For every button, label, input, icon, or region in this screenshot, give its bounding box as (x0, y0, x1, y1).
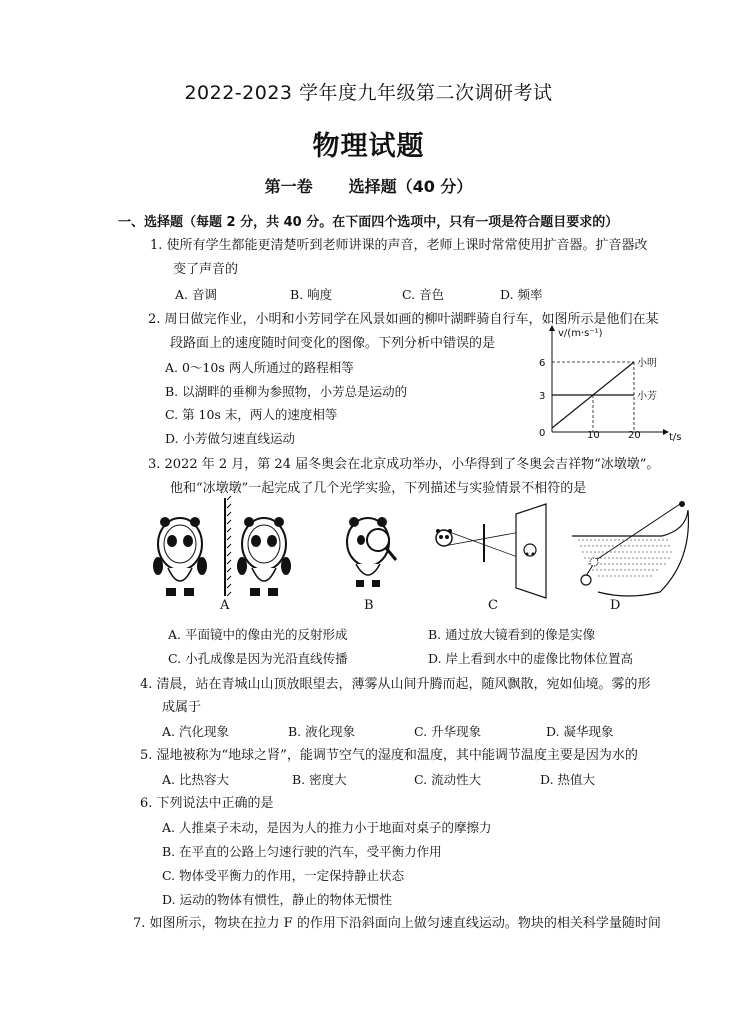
q3-option-c: C. 小孔成像是因为光沿直线传播 (168, 651, 348, 666)
y-tick-6: 6 (539, 358, 546, 369)
x-axis-label: t/s (669, 432, 682, 443)
q4-line1: 4. 清晨，站在青城山山顶放眼望去，薄雾从山间升腾而起，随风飘散，宛如仙境。雾的形 (140, 677, 651, 692)
q4-option-d: D. 凝华现象 (546, 724, 614, 739)
figure-label-b: B (364, 598, 374, 613)
figure-d-refraction (572, 501, 688, 596)
series-label-xiaoming: 小明 (637, 358, 657, 369)
figure-a-mirror (153, 496, 291, 596)
q4-option-c: C. 升华现象 (414, 724, 482, 739)
x-tick-10: 10 (587, 430, 600, 441)
figure-b-magnifier (347, 517, 396, 587)
section-heading: 一、选择题（每题 2 分，共 40 分。在下面四个选项中，只有一项是符合题目要求的） (118, 215, 619, 230)
y-tick-3: 3 (539, 391, 546, 402)
figure-c-pinhole (436, 504, 546, 598)
q6-line1: 6. 下列说法中正确的是 (140, 796, 274, 811)
q2-line2: 段路面上的速度随时间变化的图像。下列分析中错误的是 (170, 336, 496, 351)
part-title (0, 174, 737, 197)
x-tick-20: 20 (628, 430, 641, 441)
panda-icon-object (153, 517, 207, 596)
q3-option-a: A. 平面镜中的像由光的反射形成 (168, 627, 348, 642)
q6-option-a: A. 人推桌子未动，是因为人的推力小于地面对桌子的摩擦力 (162, 820, 492, 835)
q4-option-a: A. 汽化现象 (162, 724, 229, 739)
q3-line2: 他和“冰墩墩”一起完成了几个光学实验，下列描述与实验情景不相符的是 (170, 481, 587, 496)
q1-option-b: B. 响度 (290, 287, 333, 302)
q1-option-a: A. 音调 (175, 287, 217, 302)
velocity-time-graph (526, 322, 696, 444)
q5-option-c: C. 流动性大 (414, 772, 482, 787)
q3-option-b: B. 通过放大镜看到的像是实像 (428, 627, 596, 642)
q1-option-d: D. 频率 (500, 287, 543, 302)
magnifier-lens-icon (367, 529, 389, 551)
q2-option-c: C. 第 10s 末，两人的速度相等 (165, 407, 338, 422)
q6-option-c: C. 物体受平衡力的作用，一定保持静止状态 (162, 868, 405, 883)
q3-option-d: D. 岸上看到水中的虚像比物体位置高 (428, 651, 634, 666)
q2-line1: 2. 周日做完作业，小明和小芳同学在风景如画的柳叶湖畔骑自行车，如图所示是他们在某 (148, 312, 659, 327)
q3-line1: 3. 2022 年 2 月，第 24 届冬奥会在北京成功举办，小华得到了冬奥会吉祥物“冰墩墩”。 (148, 457, 660, 472)
q4-option-b: B. 液化现象 (288, 724, 356, 739)
q1-option-c: C. 音色 (402, 287, 445, 302)
q2-option-d: D. 小芳做匀速直线运动 (165, 431, 296, 446)
q7-line1: 7. 如图所示，物块在拉力 F 的作用下沿斜面向上做匀速直线运动。物块的相关科学量随时间 (133, 916, 661, 931)
origin-label: 0 (539, 428, 546, 439)
figure-label-d: D (610, 598, 621, 613)
figure-label-c: C (488, 598, 498, 613)
eye-icon (679, 501, 685, 507)
series-label-xiaofang: 小芳 (637, 391, 657, 402)
q5-option-a: A. 比热容大 (162, 772, 229, 787)
inverted-panda-icon (524, 544, 536, 556)
q1-line1: 1. 使所有学生都能更清楚听到老师讲课的声音，老师上课时常常使用扩音器。扩音器改 (150, 238, 648, 253)
panda-underwater-icon (581, 575, 591, 585)
part-desc: 选择题（40 分） (348, 177, 473, 196)
q6-option-b: B. 在平直的公路上匀速行驶的汽车，受平衡力作用 (162, 844, 442, 859)
figure-label-a: A (220, 598, 230, 613)
q5-option-b: B. 密度大 (292, 772, 347, 787)
q4-line2: 成属于 (162, 700, 202, 715)
panda-icon-image (237, 517, 291, 596)
exam-title: 2022-2023 学年度九年级第二次调研考试 (184, 82, 553, 104)
q2-option-b: B. 以湖畔的垂柳为参照物，小芳总是运动的 (165, 384, 408, 399)
small-panda-icon (436, 529, 452, 546)
q6-option-d: D. 运动的物体有惯性，静止的物体无惯性 (162, 892, 393, 907)
subject-title: 物理试题 (312, 131, 425, 162)
q1-line2: 变了声音的 (173, 262, 239, 277)
part-name: 第一卷 (264, 177, 313, 196)
q2-option-a: A. 0～10s 两人所通过的路程相等 (165, 360, 354, 375)
q5-line1: 5. 湿地被称为“地球之肾”，能调节空气的湿度和温度，其中能调节温度主要是因为水的 (140, 748, 638, 763)
y-axis-label: v/(m·s⁻¹) (558, 328, 603, 339)
q5-option-d: D. 热值大 (540, 772, 596, 787)
